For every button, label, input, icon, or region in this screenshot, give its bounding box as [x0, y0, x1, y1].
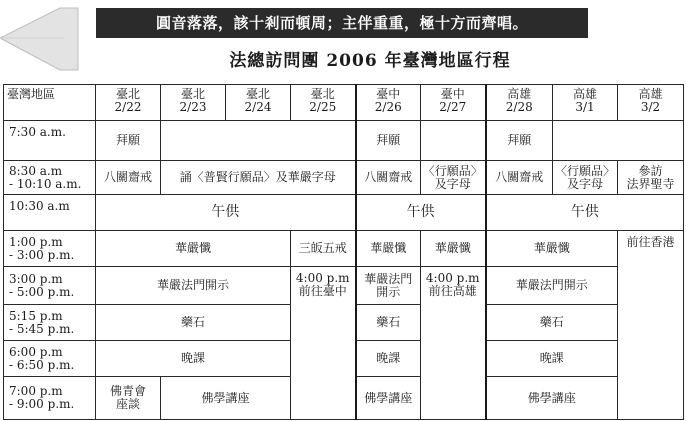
activity-cell: 晚課	[356, 341, 421, 377]
column-header-taipei-2-23	[161, 85, 226, 121]
activity-cell: 藥石	[96, 305, 291, 341]
activity-text: 法界聖寺	[626, 176, 675, 191]
activity-cell-empty	[161, 121, 356, 161]
time-end: - 6:50 p.m.	[9, 357, 75, 372]
time-end: - 5:00 p.m.	[9, 284, 75, 299]
activity-cell: 拜願	[486, 121, 553, 161]
activity-cell: 誦〈普賢行願品〉及華嚴字母	[161, 161, 356, 195]
activity-text: 開示	[376, 284, 401, 299]
activity-text: 華嚴法門	[364, 271, 413, 286]
column-city: 臺北	[310, 87, 335, 101]
time-end: - 5:45 p.m.	[9, 321, 75, 336]
column-header-kaohsiung-3-1	[553, 85, 618, 121]
time-end: - 3:00 p.m.	[9, 247, 75, 262]
activity-text: 4:00 p.m	[295, 271, 350, 285]
column-city: 臺北	[180, 87, 205, 101]
activity-text: 前往高雄	[428, 284, 477, 298]
activity-cell: 佛學講座	[356, 377, 421, 420]
activity-cell: 華嚴懺	[486, 231, 618, 267]
activity-cell	[291, 267, 356, 420]
time-slot	[4, 267, 96, 305]
activity-cell-empty	[553, 121, 684, 161]
activity-cell: 藥石	[356, 305, 421, 341]
activity-cell: 晚課	[96, 341, 291, 377]
activity-text: 〈行願品〉	[554, 163, 615, 178]
column-date: 2/25	[309, 100, 337, 114]
activity-cell: 華嚴法門開示	[96, 267, 291, 305]
activity-cell: 八關齋戒	[356, 161, 421, 195]
table-row-0830	[4, 161, 684, 195]
column-header-kaohsiung-2-28	[486, 85, 553, 121]
column-header-taipei-2-24	[226, 85, 291, 121]
time-slot	[4, 195, 96, 231]
column-city: 高雄	[507, 87, 532, 101]
time-start: 1:00 p.m	[9, 234, 63, 249]
time-start: 8:30 a.m	[9, 163, 63, 178]
activity-cell: 午供	[486, 195, 684, 231]
table-row-1030	[4, 195, 684, 231]
column-city: 臺北	[115, 87, 140, 101]
column-city: 臺中	[440, 87, 465, 101]
activity-cell	[618, 161, 684, 195]
activity-text: 佛青會	[109, 384, 146, 398]
table-row-1300	[4, 231, 684, 267]
activity-text: 及字母	[566, 176, 603, 191]
time-slot	[4, 161, 96, 195]
activity-text: 前往臺中	[298, 284, 347, 298]
activity-cell: 佛學講座	[161, 377, 291, 420]
time-slot	[4, 121, 96, 161]
activity-cell: 佛學講座	[486, 377, 618, 420]
table-row-1500	[4, 267, 684, 305]
time-end: - 9:00 p.m.	[9, 397, 75, 411]
time-slot	[4, 231, 96, 267]
header-row	[4, 85, 684, 121]
activity-cell	[421, 161, 486, 195]
column-date: 2/28	[505, 100, 533, 114]
column-city: 高雄	[638, 87, 663, 101]
activity-text: 參訪	[638, 163, 663, 178]
activity-cell: 三皈五戒	[291, 231, 356, 267]
column-header-taichung-2-27	[421, 85, 486, 121]
activity-cell: 華嚴懺	[356, 231, 421, 267]
activity-cell: 八關齋戒	[486, 161, 553, 195]
page-title: 法總訪問團 2006 年臺灣地區行程	[229, 51, 511, 71]
activity-cell: 八關齋戒	[96, 161, 161, 195]
activity-cell: 前往香港	[618, 231, 684, 420]
column-city: 高雄	[572, 87, 597, 101]
region-header: 臺灣地區	[4, 85, 96, 121]
column-date: 2/23	[179, 100, 207, 114]
activity-cell: 華嚴懺	[421, 231, 486, 267]
column-date: 2/26	[374, 100, 402, 114]
time-end: - 10:10 a.m.	[9, 176, 82, 191]
time-start: 10:30 a.m	[9, 199, 70, 213]
column-date: 3/2	[640, 100, 661, 114]
time-start: 7:30 a.m.	[9, 125, 66, 139]
activity-cell: 藥石	[486, 305, 618, 341]
column-header-taipei-2-25	[291, 85, 356, 121]
column-header-taipei-2-22	[96, 85, 161, 121]
activity-text: 〈行願品〉	[422, 163, 483, 178]
activity-cell	[421, 267, 486, 420]
schedule-table	[3, 84, 684, 420]
time-slot	[4, 305, 96, 341]
time-start: 6:00 p.m	[9, 344, 63, 359]
time-start: 3:00 p.m	[9, 271, 63, 286]
activity-cell	[553, 161, 618, 195]
column-date: 3/1	[575, 100, 595, 114]
column-date: 2/27	[439, 100, 467, 114]
activity-cell: 華嚴懺	[96, 231, 291, 267]
activity-cell	[356, 267, 421, 305]
activity-cell: 午供	[356, 195, 486, 231]
activity-text: 4:00 p.m	[425, 271, 480, 285]
activity-cell	[96, 377, 161, 420]
column-city: 臺中	[376, 87, 401, 101]
activity-text: 座談	[115, 397, 140, 411]
time-slot	[4, 341, 96, 377]
activity-cell: 華嚴法門開示	[486, 267, 618, 305]
activity-text: 及字母	[434, 176, 471, 191]
time-slot	[4, 377, 96, 420]
column-date: 2/24	[244, 100, 272, 114]
column-date: 2/22	[114, 100, 142, 114]
column-city: 臺北	[245, 87, 270, 101]
column-header-kaohsiung-3-2	[618, 85, 684, 121]
column-header-taichung-2-26	[356, 85, 421, 121]
activity-cell: 拜願	[96, 121, 161, 161]
time-start: 5:15 p.m	[9, 308, 63, 323]
activity-cell: 拜願	[356, 121, 421, 161]
table-row-0730	[4, 121, 684, 161]
activity-cell-empty	[421, 121, 486, 161]
activity-cell: 晚課	[486, 341, 618, 377]
activity-cell: 午供	[96, 195, 356, 231]
verse-banner: 圓音落落，該十剎而頓周；主伴重重，極十方而齊唱。	[96, 8, 588, 38]
time-start: 7:00 p.m	[9, 384, 63, 398]
